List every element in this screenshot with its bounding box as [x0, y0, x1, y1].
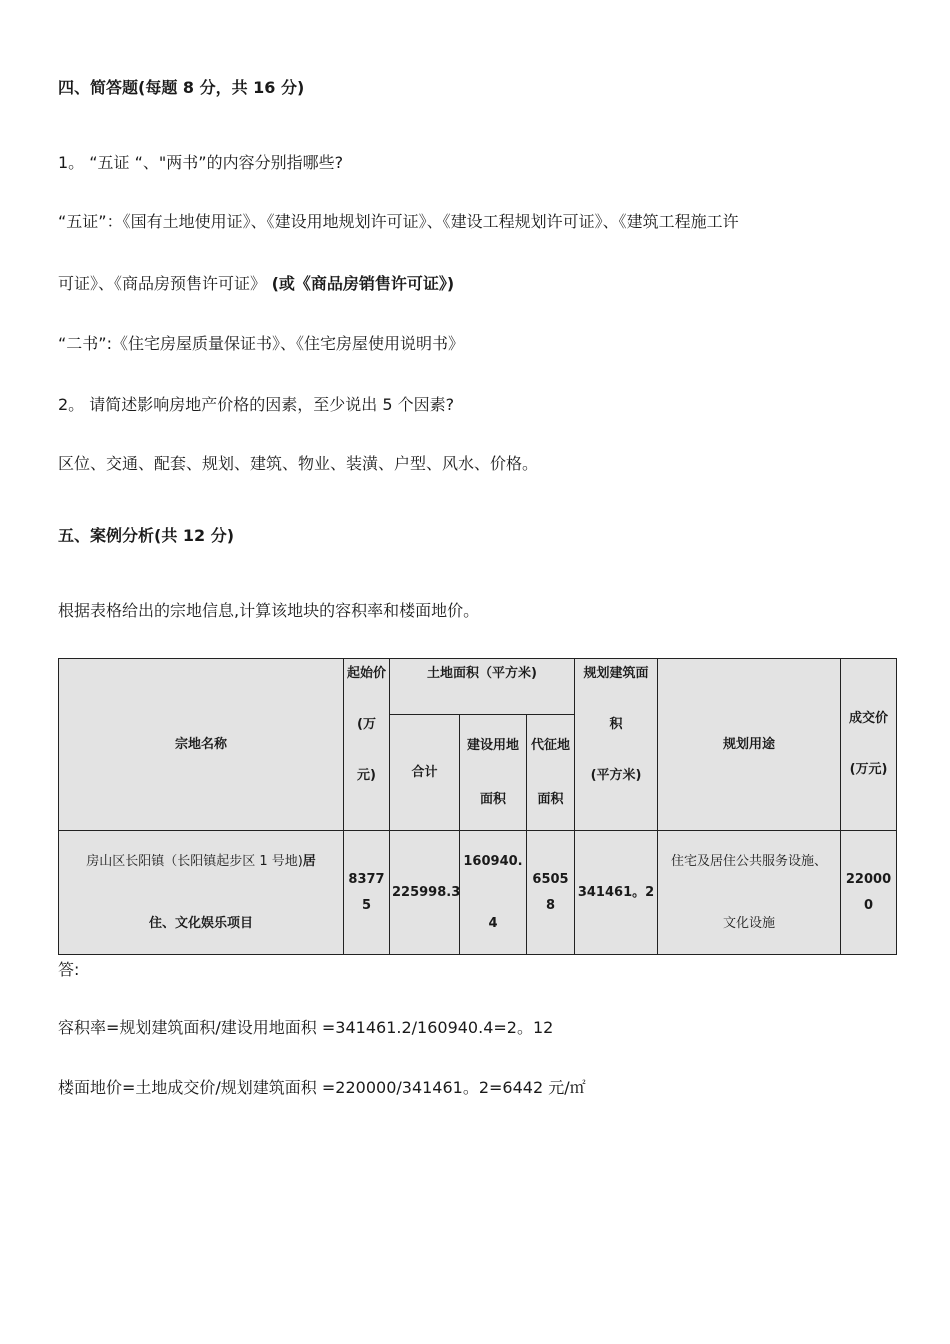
answer-1-line-2-plain: 可证》、《商品房预售许可证》 — [58, 274, 267, 293]
header-expropriation-area: 代征地 面积 — [527, 715, 575, 831]
row-construction-land-area: 160940. 4 — [460, 831, 527, 955]
header-planned-usage: 规划用途 — [658, 659, 841, 831]
header-land-area: 土地面积（平方米) — [390, 659, 575, 715]
section5-heading: 五、案例分析(共 12 分) — [58, 526, 235, 545]
header-start-price: 起始价 (万 元) — [344, 659, 390, 831]
row-planned-floor-area: 341461。2 — [575, 831, 658, 955]
answer-1-line-1: “五证”：《国有土地使用证》、《建设用地规划许可证》、《建设工程规划许可证》、《建筑工程施工许 — [58, 212, 739, 231]
row-expropriation-area: 65058 — [527, 831, 575, 955]
row-parcel-name: 房山区长阳镇（长阳镇起步区 1 号地)居 住、文化娱乐项目 — [59, 831, 344, 955]
answer-floor-area-ratio: 容积率=规划建筑面积/建设用地面积 =341461.2/160940.4=2。12 — [58, 1018, 554, 1037]
section4-heading: 四、简答题(每题 8 分，共 16 分) — [58, 78, 305, 97]
question-1: 1。 “五证 “、"两书”的内容分别指哪些? — [58, 153, 344, 172]
row-land-total: 225998.3 — [390, 831, 460, 955]
answer-2: 区位、交通、配套、规划、建筑、物业、装潢、户型、风水、价格。 — [58, 454, 539, 473]
question-2: 2。 请简述影响房地产价格的因素，至少说出 5 个因素? — [58, 395, 455, 414]
header-land-total: 合计 — [390, 715, 460, 831]
answer-1-line-2 — [58, 274, 454, 294]
header-construction-land-area: 建设用地 面积 — [460, 715, 527, 831]
header-parcel-name: 宗地名称 — [59, 659, 344, 831]
row-deal-price: 220000 — [841, 831, 897, 955]
answer-1-line-2-bold: (或《商品房销售许可证》) — [266, 274, 455, 293]
section5-intro: 根据表格给出的宗地信息,计算该地块的容积率和楼面地价。 — [58, 601, 480, 620]
row-start-price: 83775 — [344, 831, 390, 955]
header-planned-floor-area: 规划建筑面 积 (平方米) — [575, 659, 658, 831]
row-planned-usage: 住宅及居住公共服务设施、 文化设施 — [658, 831, 841, 955]
land-parcel-table — [58, 658, 897, 955]
answer-label: 答: — [58, 960, 80, 979]
answer-1-line-3: “二书”:《住宅房屋质量保证书》、《住宅房屋使用说明书》 — [58, 334, 464, 353]
answer-floor-price: 楼面地价=土地成交价/规划建筑面积 =220000/341461。2=6442 元/㎡ — [58, 1078, 586, 1097]
header-deal-price: 成交价 (万元) — [841, 659, 897, 831]
